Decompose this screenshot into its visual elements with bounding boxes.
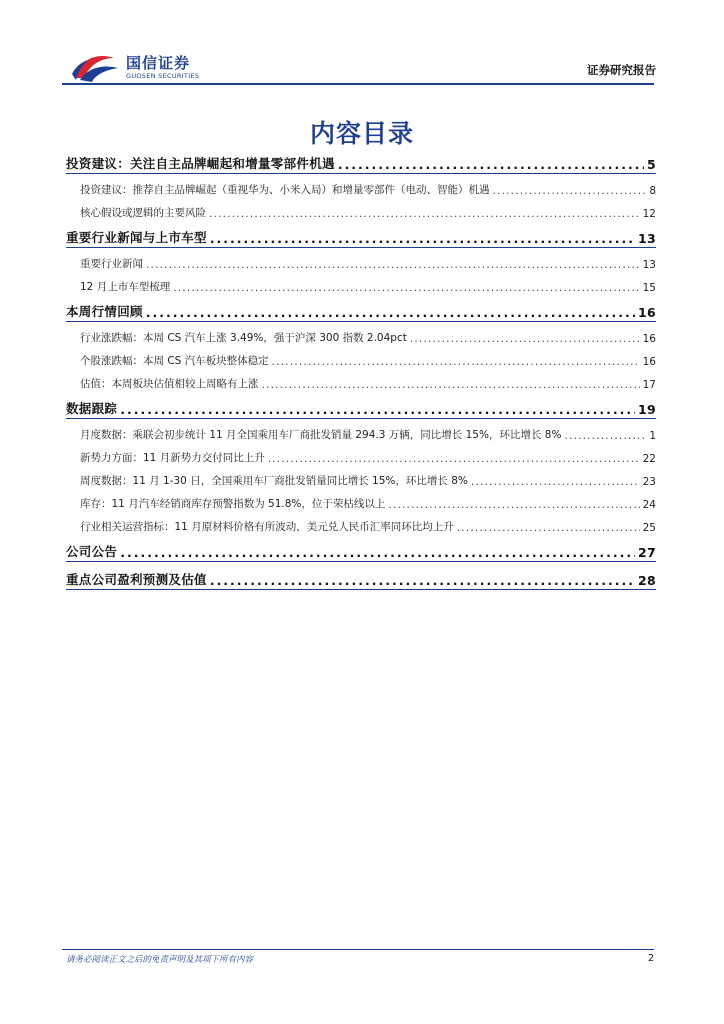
toc-section-page: 5 bbox=[647, 157, 656, 172]
page-header bbox=[0, 0, 724, 90]
toc-section-rule bbox=[66, 418, 656, 419]
toc-subsection-entry[interactable] bbox=[66, 447, 656, 465]
toc-subsection-entry[interactable] bbox=[66, 253, 656, 271]
toc-subsection-page: 1 bbox=[649, 430, 656, 442]
toc-subsection-page: 23 bbox=[642, 476, 656, 488]
toc-section-title: 公司公告 bbox=[66, 544, 118, 559]
toc-subsection-title: 12 月上市车型梳理 bbox=[80, 281, 171, 293]
toc-section-entry[interactable] bbox=[66, 226, 656, 246]
toc-subsection-page: 25 bbox=[642, 522, 656, 534]
toc-section-page: 19 bbox=[638, 402, 656, 417]
toc-subsection-page: 12 bbox=[642, 208, 656, 220]
table-of-contents bbox=[66, 152, 656, 590]
toc-dot-leader bbox=[564, 430, 646, 442]
header-divider bbox=[62, 83, 654, 85]
toc-section-rule bbox=[66, 321, 656, 322]
guosen-logo bbox=[70, 50, 220, 84]
footer-divider bbox=[62, 949, 654, 950]
footer-disclaimer: 请务必阅读正文之后的免责声明及其项下所有内容 bbox=[66, 955, 254, 965]
toc-dot-leader bbox=[210, 573, 635, 588]
toc-subsection-entry[interactable] bbox=[66, 202, 656, 220]
toc-subsection-page: 24 bbox=[642, 499, 656, 511]
toc-subsection-entry[interactable] bbox=[66, 350, 656, 368]
toc-section-rule bbox=[66, 561, 656, 562]
toc-subsection-title: 重要行业新闻 bbox=[80, 258, 143, 270]
toc-dot-leader bbox=[120, 402, 635, 417]
toc-subsection-page: 16 bbox=[642, 356, 656, 368]
toc-dot-leader bbox=[173, 282, 639, 294]
toc-subsection-entry[interactable] bbox=[66, 493, 656, 511]
toc-section-rule bbox=[66, 247, 656, 248]
toc-title: 内容目录 bbox=[309, 119, 414, 148]
toc-dot-leader bbox=[410, 333, 640, 345]
page-number: 2 bbox=[647, 953, 654, 964]
logo-english-name: GUOSEN SECURITIES bbox=[126, 72, 200, 80]
toc-subsection-title: 库存：11 月汽车经销商库存预警指数为 51.8%，位于荣枯线以上 bbox=[80, 498, 386, 510]
toc-dot-leader bbox=[262, 379, 640, 391]
toc-dot-leader bbox=[210, 231, 635, 246]
toc-section-page: 13 bbox=[638, 231, 656, 246]
toc-section-title: 重要行业新闻与上市车型 bbox=[66, 230, 207, 245]
toc-subsection-title: 行业涨跌幅：本周 CS 汽车上涨 3.49%，强于沪深 300 指数 2.04pct bbox=[80, 332, 407, 344]
toc-dot-leader bbox=[120, 545, 635, 560]
toc-section-entry[interactable] bbox=[66, 152, 656, 172]
toc-subsection-page: 13 bbox=[642, 259, 656, 271]
toc-subsection-title: 新势力方面：11 月新势力交付同比上升 bbox=[80, 452, 265, 464]
toc-section-page: 28 bbox=[638, 573, 656, 588]
toc-subsection-entry[interactable] bbox=[66, 516, 656, 534]
toc-subsection-page: 22 bbox=[642, 453, 656, 465]
toc-section-rule bbox=[66, 173, 656, 174]
toc-dot-leader bbox=[146, 305, 635, 320]
toc-section-title: 本周行情回顾 bbox=[66, 304, 143, 319]
toc-subsection-page: 17 bbox=[642, 379, 656, 391]
report-type-label: 证券研究报告 bbox=[587, 63, 656, 77]
toc-subsection-title: 投资建议：推荐自主品牌崛起（重视华为、小米入局）和增量零部件（电动、智能）机遇 bbox=[80, 184, 490, 196]
toc-subsection-title: 月度数据：乘联会初步统计 11 月全国乘用车厂商批发销量 294.3 万辆，同比增长 15%，环比增长 8% bbox=[80, 429, 562, 441]
toc-subsection-title: 个股涨跌幅：本周 CS 汽车板块整体稳定 bbox=[80, 355, 269, 367]
toc-dot-leader bbox=[457, 522, 640, 534]
toc-section-title: 数据跟踪 bbox=[66, 401, 118, 416]
toc-section-entry[interactable] bbox=[66, 568, 656, 588]
toc-section-entry[interactable] bbox=[66, 300, 656, 320]
toc-dot-leader bbox=[471, 476, 640, 488]
toc-subsection-entry[interactable] bbox=[66, 179, 656, 197]
toc-section-rule bbox=[66, 589, 656, 590]
toc-dot-leader bbox=[272, 356, 640, 368]
toc-dot-leader bbox=[146, 259, 640, 271]
toc-section-page: 16 bbox=[638, 305, 656, 320]
toc-dot-leader bbox=[268, 453, 640, 465]
toc-subsection-entry[interactable] bbox=[66, 424, 656, 442]
toc-section-entry[interactable] bbox=[66, 540, 656, 560]
toc-subsection-title: 核心假设或逻辑的主要风险 bbox=[80, 207, 206, 219]
toc-subsection-title: 行业相关运营指标：11 月原材料价格有所波动，美元兑人民币汇率同环比均上升 bbox=[80, 521, 454, 533]
toc-section-entry[interactable] bbox=[66, 397, 656, 417]
toc-subsection-title: 估值：本周板块估值相较上周略有上涨 bbox=[80, 378, 259, 390]
toc-subsection-entry[interactable] bbox=[66, 276, 656, 294]
toc-dot-leader bbox=[209, 208, 640, 220]
logo-chinese-name: 国信证券 bbox=[126, 54, 191, 72]
guosen-logo-mark-icon bbox=[70, 50, 122, 84]
toc-subsection-title: 周度数据：11 月 1-30 日，全国乘用车厂商批发销量同比增长 15%，环比增长 8% bbox=[80, 475, 468, 487]
toc-subsection-page: 8 bbox=[649, 185, 656, 197]
toc-section-title: 重点公司盈利预测及估值 bbox=[66, 572, 207, 587]
toc-subsection-entry[interactable] bbox=[66, 470, 656, 488]
toc-section-page: 27 bbox=[638, 545, 656, 560]
toc-subsection-entry[interactable] bbox=[66, 373, 656, 391]
toc-section-title: 投资建议：关注自主品牌崛起和增量零部件机遇 bbox=[66, 156, 335, 171]
toc-subsection-page: 15 bbox=[642, 282, 656, 294]
toc-subsection-page: 16 bbox=[642, 333, 656, 345]
toc-dot-leader bbox=[338, 157, 644, 172]
toc-subsection-entry[interactable] bbox=[66, 327, 656, 345]
toc-dot-leader bbox=[388, 499, 639, 511]
toc-dot-leader bbox=[493, 185, 647, 197]
